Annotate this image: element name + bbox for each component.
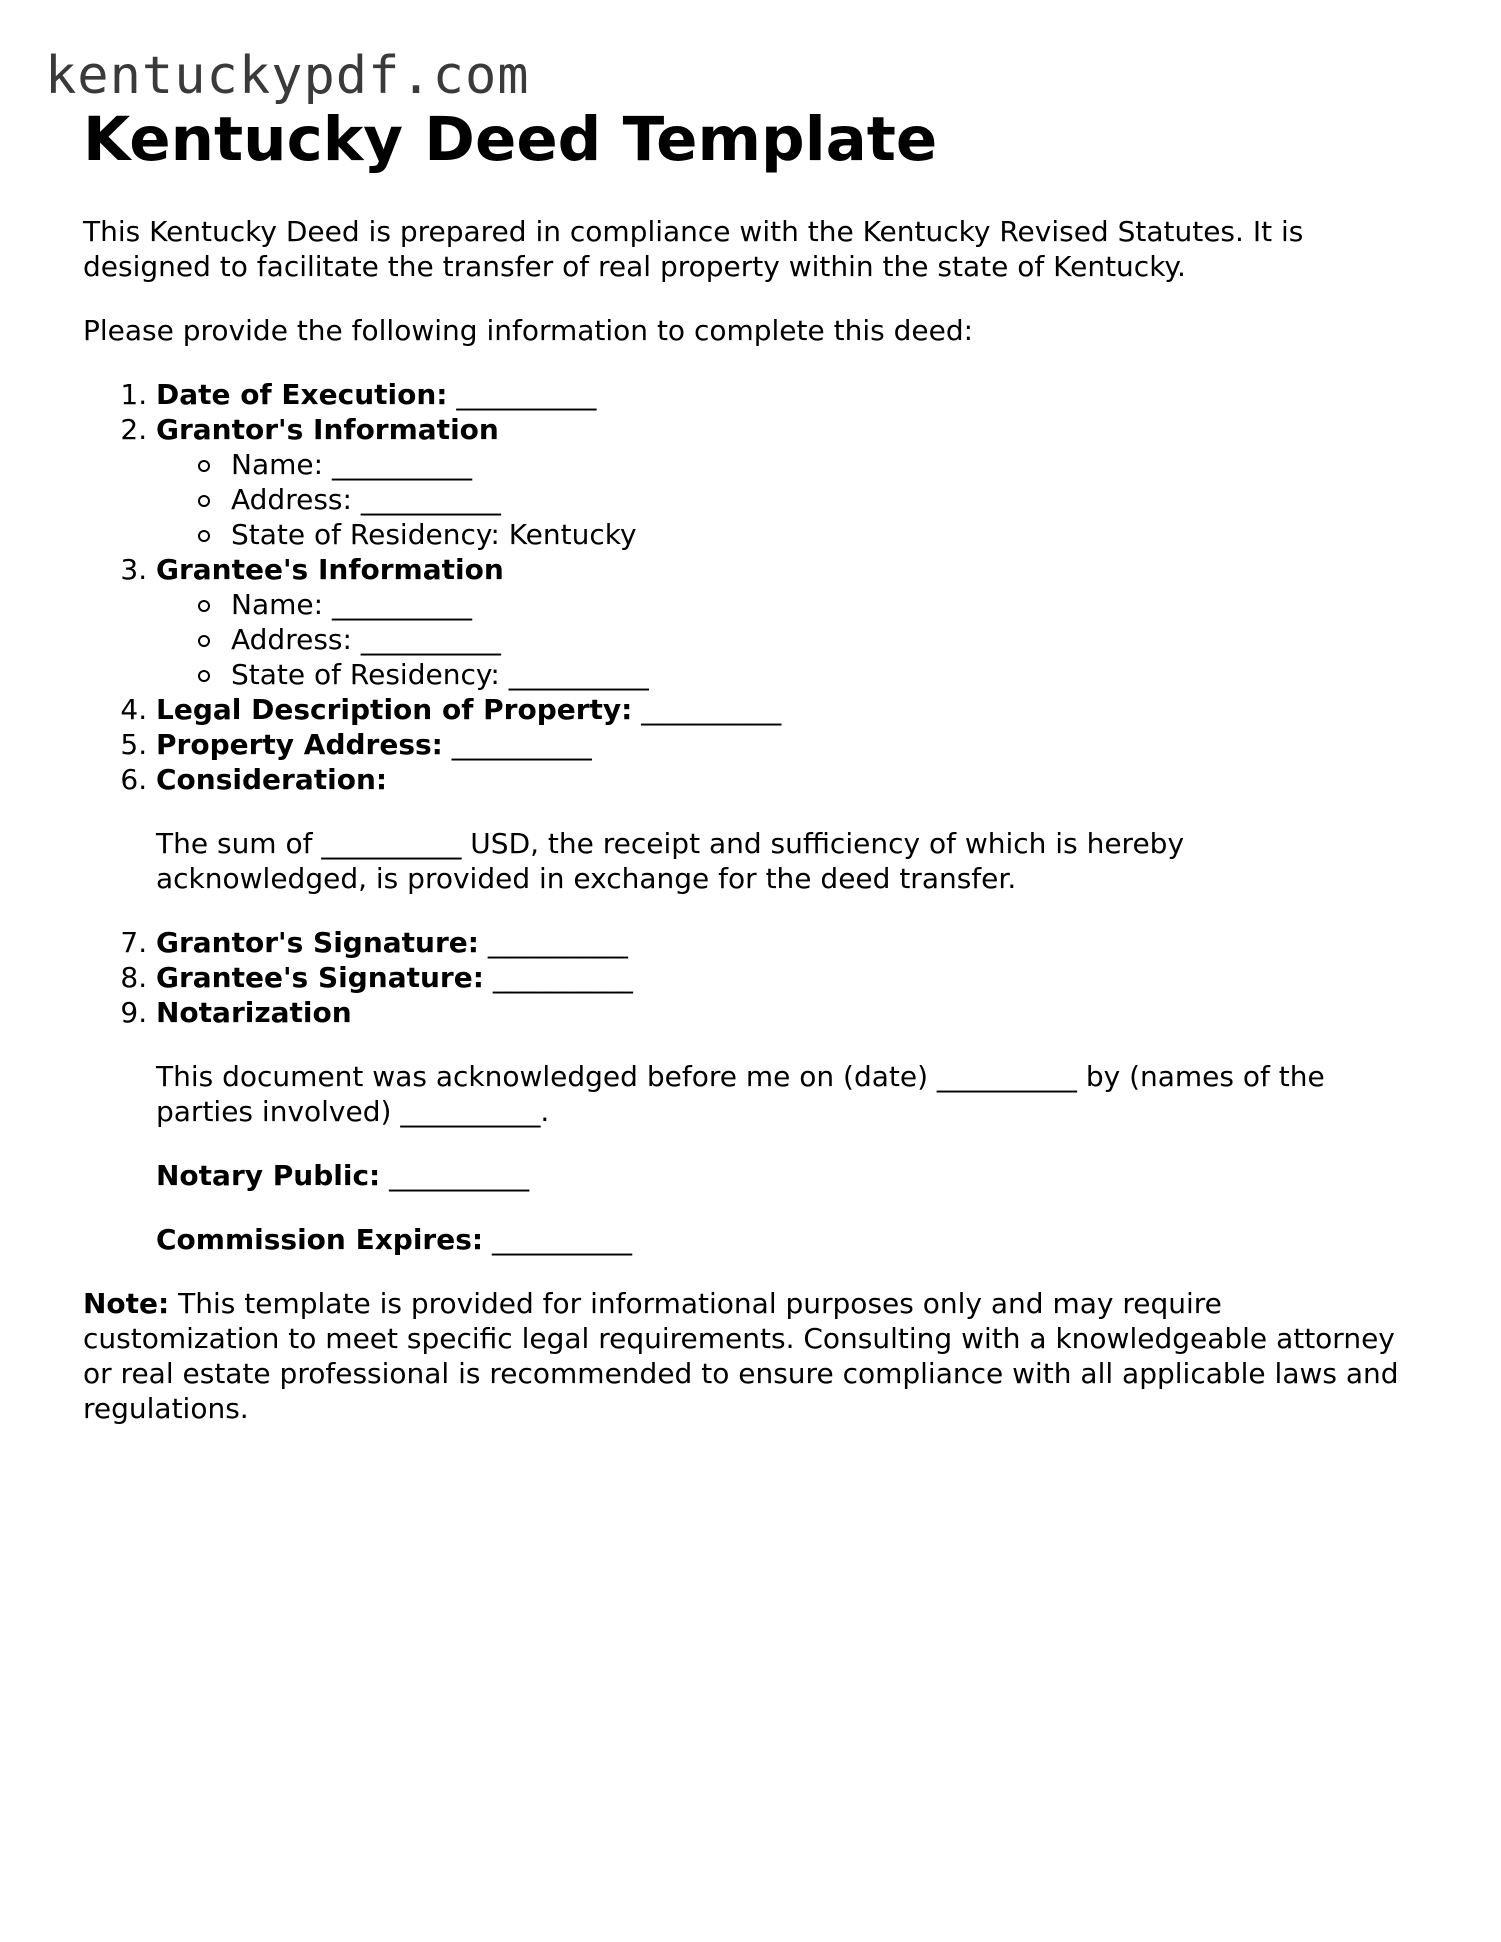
commission-line <box>156 1222 1423 1257</box>
grantor-signature-blank: __________ <box>487 926 628 959</box>
grantor-sublist <box>156 447 1423 552</box>
grantee-name-blank: __________ <box>331 588 472 621</box>
document-page <box>83 100 1423 1426</box>
notary-pre: This document was acknowledged before me on (date) <box>156 1060 929 1093</box>
grantee-heading: Grantee's Information <box>156 553 504 586</box>
list-item-grantor-signature <box>156 925 1423 960</box>
notary-public-line <box>156 1158 1423 1193</box>
date-label: Date of Execution: <box>156 378 448 411</box>
watermark: kentuckypdf.com <box>45 46 530 106</box>
grantee-name-item <box>231 587 1423 622</box>
grantor-name-label: Name: <box>231 448 324 481</box>
consideration-paragraph <box>156 826 1396 896</box>
notary-public-label: Notary Public: <box>156 1159 381 1192</box>
grantee-address-item <box>231 622 1423 657</box>
legal-description-label: Legal Description of Property: <box>156 693 633 726</box>
commission-label: Commission Expires: <box>156 1223 484 1256</box>
notary-parties-blank: __________ <box>400 1095 541 1128</box>
grantee-address-label: Address: <box>231 623 352 656</box>
legal-description-blank: __________ <box>641 693 782 726</box>
grantor-heading: Grantor's Information <box>156 413 499 446</box>
list-item-grantor <box>156 412 1423 552</box>
note-label: Note: <box>83 1287 170 1320</box>
list-item-grantee-signature <box>156 960 1423 995</box>
notary-end: . <box>540 1095 550 1128</box>
note-paragraph <box>83 1286 1403 1426</box>
date-blank: __________ <box>456 378 597 411</box>
list-item-notarization <box>156 995 1423 1257</box>
commission-blank: __________ <box>491 1223 632 1256</box>
notary-date-blank: __________ <box>936 1060 1077 1093</box>
grantee-state-blank: __________ <box>508 658 649 691</box>
grantee-address-blank: __________ <box>360 623 501 656</box>
consideration-pre: The sum of <box>156 827 313 860</box>
property-address-blank: __________ <box>451 728 592 761</box>
grantor-signature-label: Grantor's Signature: <box>156 926 479 959</box>
page-title: Kentucky Deed Template <box>83 104 938 175</box>
list-item-consideration <box>156 762 1423 896</box>
list-item-legal-description <box>156 692 1423 727</box>
grantee-name-label: Name: <box>231 588 324 621</box>
list-item-property-address <box>156 727 1423 762</box>
grantor-state-item <box>231 517 1423 552</box>
grantor-name-blank: __________ <box>331 448 472 481</box>
list-item-grantee <box>156 552 1423 692</box>
grantor-name-item <box>231 447 1423 482</box>
grantee-signature-blank: __________ <box>492 961 633 994</box>
property-address-label: Property Address: <box>156 728 443 761</box>
grantee-state-label: State of Residency: <box>231 658 500 691</box>
grantor-address-label: Address: <box>231 483 352 516</box>
note-text: This template is provided for informational purposes only and may require customization to meet specific legal requirements. Consulting with a knowledgeable attorney or real estate professional is recommended to ensure compliance with all applicable laws and regulations. <box>83 1287 1399 1425</box>
grantee-state-item <box>231 657 1423 692</box>
deed-fields-list <box>83 377 1423 1257</box>
grantee-sublist <box>156 587 1423 692</box>
list-item-date <box>156 377 1423 412</box>
consideration-post: USD, the receipt and sufficiency of which is hereby acknowledged, is provided in exchange for the deed transfer. <box>156 827 1185 895</box>
notarization-paragraph <box>156 1059 1396 1129</box>
intro-paragraph: This Kentucky Deed is prepared in compliance with the Kentucky Revised Statutes. It is designed to facilitate the transfer of real property within the state of Kentucky. <box>83 215 1304 283</box>
grantor-state-label: State of Residency: Kentucky <box>231 518 637 551</box>
notarization-heading: Notarization <box>156 996 352 1029</box>
notary-mid: by (names of the parties involved) <box>156 1060 1325 1128</box>
consideration-blank: __________ <box>321 827 462 860</box>
notary-public-blank: __________ <box>389 1159 530 1192</box>
consideration-label: Consideration: <box>156 763 388 796</box>
instructions-paragraph: Please provide the following information to complete this deed: <box>83 314 974 347</box>
grantor-address-blank: __________ <box>360 483 501 516</box>
grantee-signature-label: Grantee's Signature: <box>156 961 484 994</box>
grantor-address-item <box>231 482 1423 517</box>
